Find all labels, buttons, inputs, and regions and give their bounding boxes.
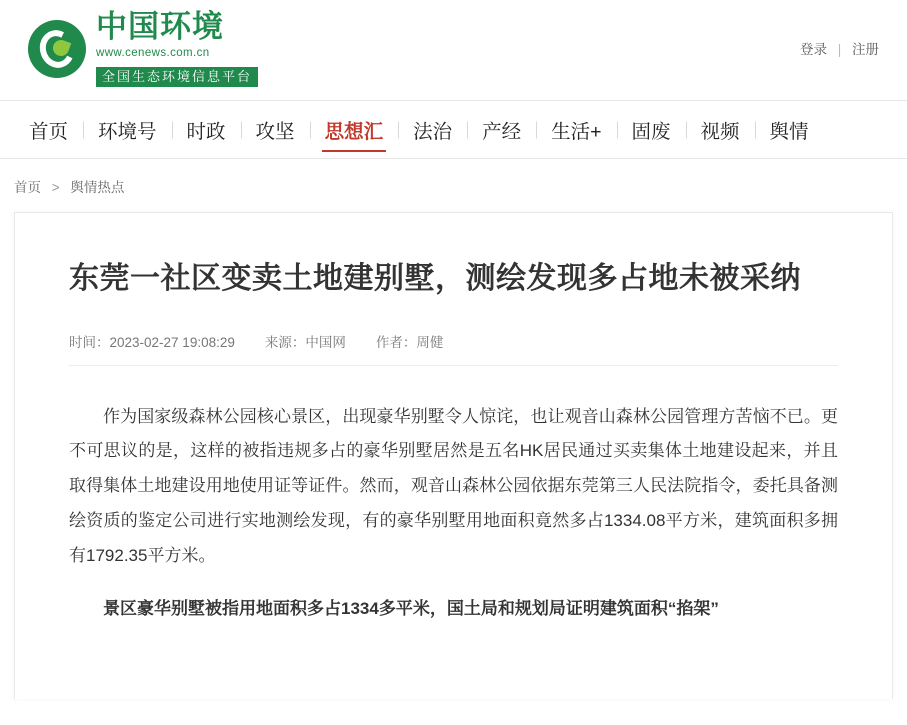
article-subheading: 景区豪华别墅被指用地面积多占1334多平米，国土局和规划局证明建筑面积“掐架” [103,598,719,618]
nav-item-3[interactable] [241,101,310,158]
nav-item-label: 思想汇 [324,120,384,143]
nav-item-7[interactable] [536,101,616,158]
article-meta [69,331,838,366]
nav-item-4[interactable] [310,101,399,158]
logo-text-block [96,9,258,87]
breadcrumb-current[interactable]: 舆情热点 [70,180,125,195]
site-header [0,0,907,100]
nav-item-label: 产经 [482,120,522,143]
main-navigation [0,100,907,159]
link-separator: | [837,42,842,57]
site-logo[interactable] [28,0,879,87]
nav-item-label: 时政 [186,120,226,143]
user-links [800,38,879,58]
login-link[interactable]: 登录 [799,42,827,57]
article-source: 来源：中国网 [264,334,346,350]
nav-item-5[interactable] [398,101,467,158]
breadcrumb-separator: > [51,180,60,195]
nav-item-2[interactable] [172,101,241,158]
article-author: 作者：周健 [375,334,444,350]
article-body [69,400,838,627]
breadcrumb [0,159,907,212]
nav-item-label: 环境号 [98,120,157,143]
nav-item-label: 法治 [413,120,453,143]
article-card [14,212,893,699]
nav-list [0,101,907,158]
nav-item-label: 生活+ [551,120,602,143]
article-time: 时间：2023-02-27 19:08:29 [69,334,235,350]
nav-item-6[interactable] [467,101,536,158]
register-link[interactable]: 注册 [852,42,879,57]
logo-emblem-icon [28,20,86,78]
nav-item-9[interactable] [686,101,755,158]
page-title: 东莞一社区变卖土地建别墅，测绘发现多占地未被采纳 [69,261,801,296]
nav-item-label: 攻坚 [255,120,295,143]
nav-item-label: 首页 [29,120,69,143]
logo-subtitle: 全国生态环境信息平台 [96,67,258,87]
logo-title: 中国环境 [96,9,224,45]
nav-item-label: 舆情 [769,120,809,143]
nav-item-label: 固废 [631,120,671,143]
logo-url: www.cenews.com.cn [96,47,210,59]
nav-item-label: 视频 [700,120,740,143]
breadcrumb-home[interactable]: 首页 [14,180,41,195]
article-paragraph: 作为国家级森林公园核心景区，出现豪华别墅令人惊诧，也让观音山森林公园管理方苦恼不已。更不可思议的是，这样的被指违规多占的豪华别墅居然是五名HK居民通过买卖集体土地建设起来，并且取得集体土地建设用地使用证等证件。然而，观音山森林公园依据东莞第三人民法院指令，委托具备测绘资质的鉴定公司进行实地测绘发现，有的豪华别墅用地面积竟然多占1334.08平方米，建筑面积多拥有1792.35平方米。 [69,406,838,565]
nav-item-10[interactable] [755,101,824,158]
nav-item-0[interactable] [14,101,83,158]
nav-item-8[interactable] [617,101,686,158]
nav-item-1[interactable] [83,101,172,158]
